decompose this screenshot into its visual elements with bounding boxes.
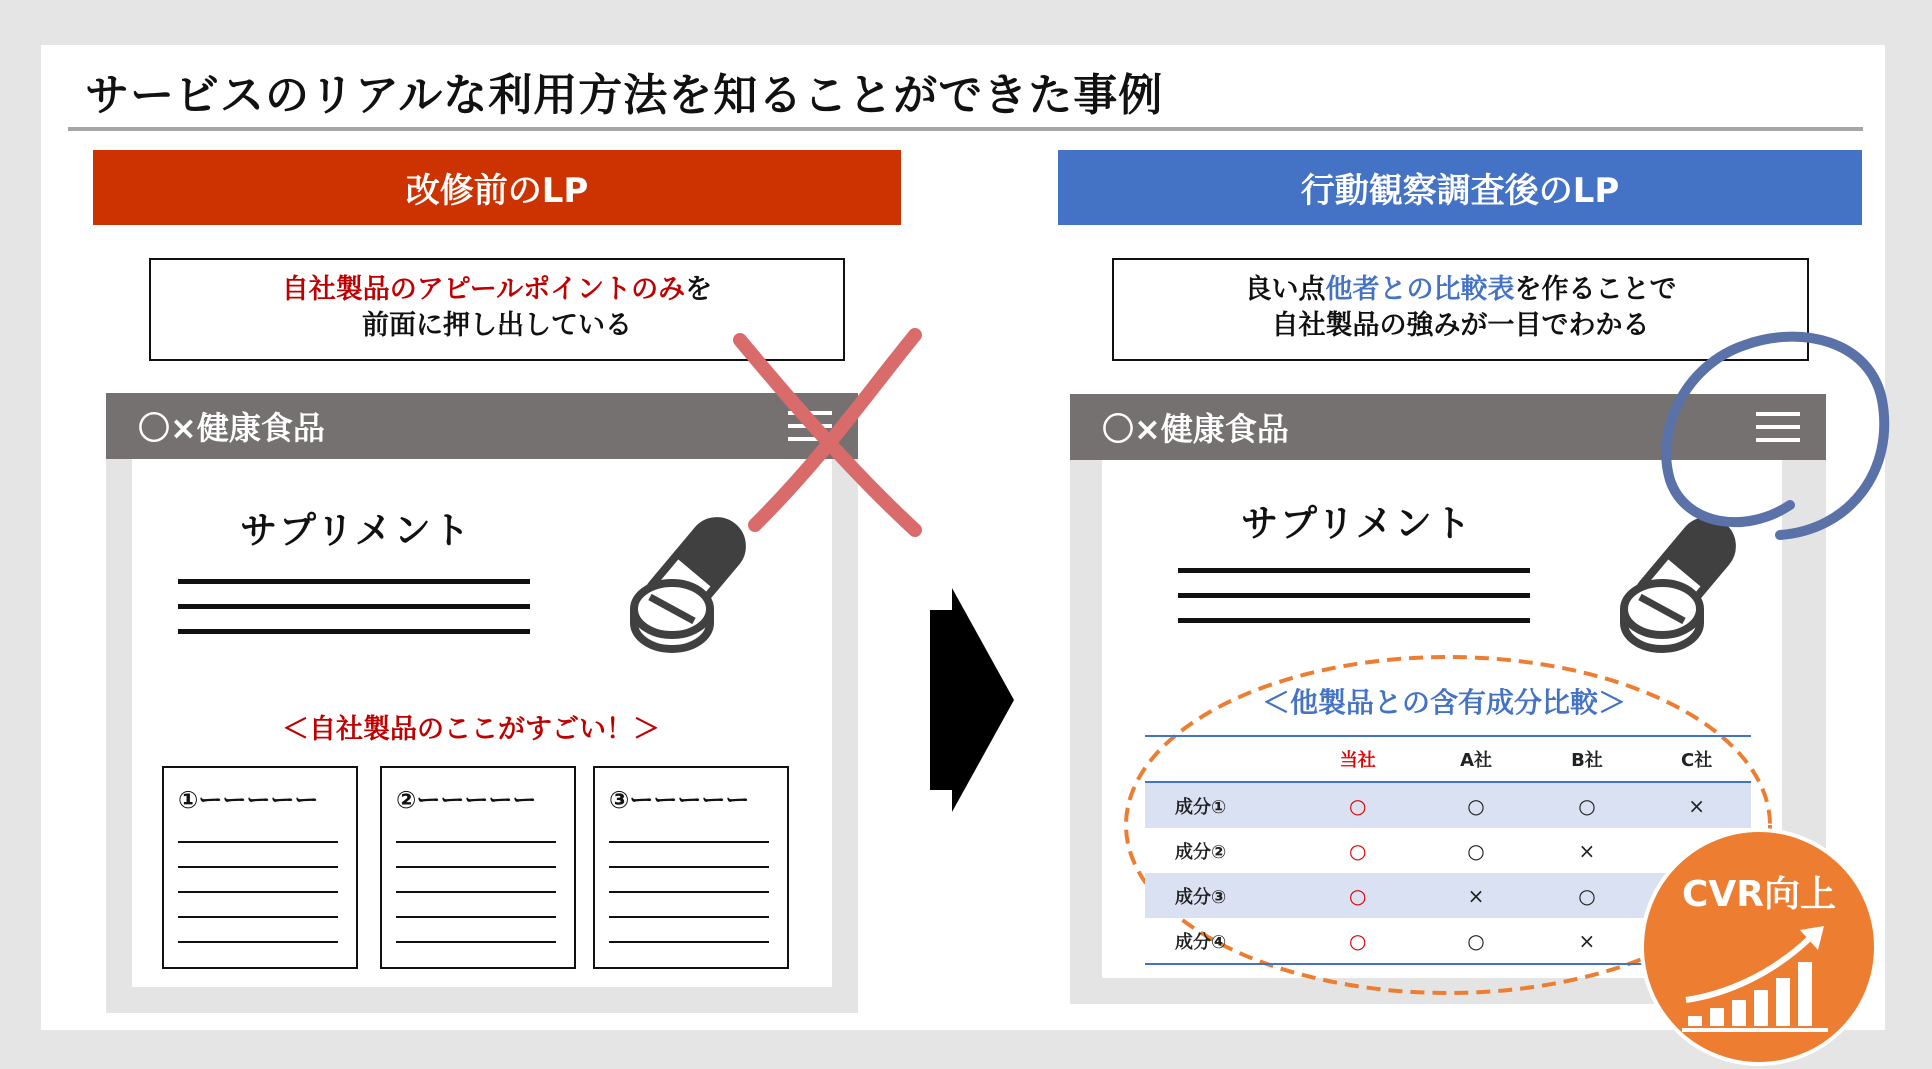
table-cell: ○ xyxy=(1532,782,1643,828)
text-line xyxy=(1178,618,1530,623)
cvr-badge-label: CVR向上 xyxy=(1681,874,1836,915)
after-banner: 行動観察調査後のLP xyxy=(1058,150,1862,225)
title-divider xyxy=(68,127,1863,131)
text-line xyxy=(178,629,530,634)
feature-card xyxy=(380,766,576,969)
after-callout-highlight: 他者との比較表 xyxy=(1325,274,1515,305)
table-header-row xyxy=(1145,736,1751,782)
table-cell: ○ xyxy=(1295,873,1420,918)
growth-chart-icon xyxy=(1682,924,1832,1034)
table-cell: × xyxy=(1532,918,1643,964)
before-banner: 改修前のLP xyxy=(93,150,901,225)
table-header-cell: B社 xyxy=(1571,750,1603,771)
before-section-title: ＜自社製品のここがすごい！＞ xyxy=(282,714,660,745)
after-callout-post: を作ることで xyxy=(1514,274,1677,305)
row-label: 成分① xyxy=(1145,782,1295,828)
feature-card-label: ①ーーーーー xyxy=(178,786,319,814)
row-label: 成分③ xyxy=(1145,873,1295,918)
arrow-right-icon xyxy=(926,580,1016,820)
table-cell: ○ xyxy=(1532,873,1643,918)
row-label: 成分② xyxy=(1175,841,1227,863)
before-callout-highlight: 自社製品のアピールポイントのみ xyxy=(281,274,686,305)
feature-card xyxy=(162,766,358,969)
after-section-title: ＜他製品との含有成分比較＞ xyxy=(1262,686,1627,719)
after-callout-pre: 良い点 xyxy=(1244,274,1326,305)
cvr-badge xyxy=(1640,828,1878,1066)
table-cell: × xyxy=(1420,873,1531,918)
row-label: 成分④ xyxy=(1145,918,1295,964)
text-line xyxy=(1178,593,1530,598)
after-callout-line2: 自社製品の強みが一目でわかる xyxy=(1271,310,1650,341)
cross-mark-icon xyxy=(730,320,930,540)
feature-card xyxy=(593,766,789,969)
table-cell: ○ xyxy=(1467,838,1485,863)
table-header-cell: 当社 xyxy=(1339,750,1376,771)
before-product-heading: サプリメント xyxy=(240,509,472,552)
feature-card-label: ②ーーーーー xyxy=(396,786,537,814)
table-cell: ○ xyxy=(1295,782,1420,828)
table-header-cell xyxy=(1145,736,1295,782)
table-header-cell: A社 xyxy=(1460,750,1492,771)
table-cell: ○ xyxy=(1420,782,1531,828)
feature-card-label: ③ーーーーー xyxy=(609,786,750,814)
table-header-cell: C社 xyxy=(1680,750,1713,771)
after-product-heading: サプリメント xyxy=(1241,502,1473,545)
table-cell: ○ xyxy=(1295,918,1420,964)
before-callout-line2: 前面に押し出している xyxy=(362,310,632,341)
circle-mark-icon xyxy=(1650,320,1900,550)
table-cell: ○ xyxy=(1420,918,1531,964)
table-cell: × xyxy=(1578,838,1596,863)
table-row xyxy=(1145,782,1751,828)
before-callout-rest: を xyxy=(685,274,713,305)
text-line xyxy=(178,579,530,584)
before-site-name: 〇×健康食品 xyxy=(138,409,325,447)
page-title: サービスのリアルな利用方法を知ることができた事例 xyxy=(85,70,1164,121)
table-cell: ○ xyxy=(1348,838,1367,863)
after-site-name: 〇×健康食品 xyxy=(1102,410,1289,448)
text-line xyxy=(178,604,530,609)
table-cell: × xyxy=(1642,782,1751,828)
text-line xyxy=(1178,568,1530,573)
